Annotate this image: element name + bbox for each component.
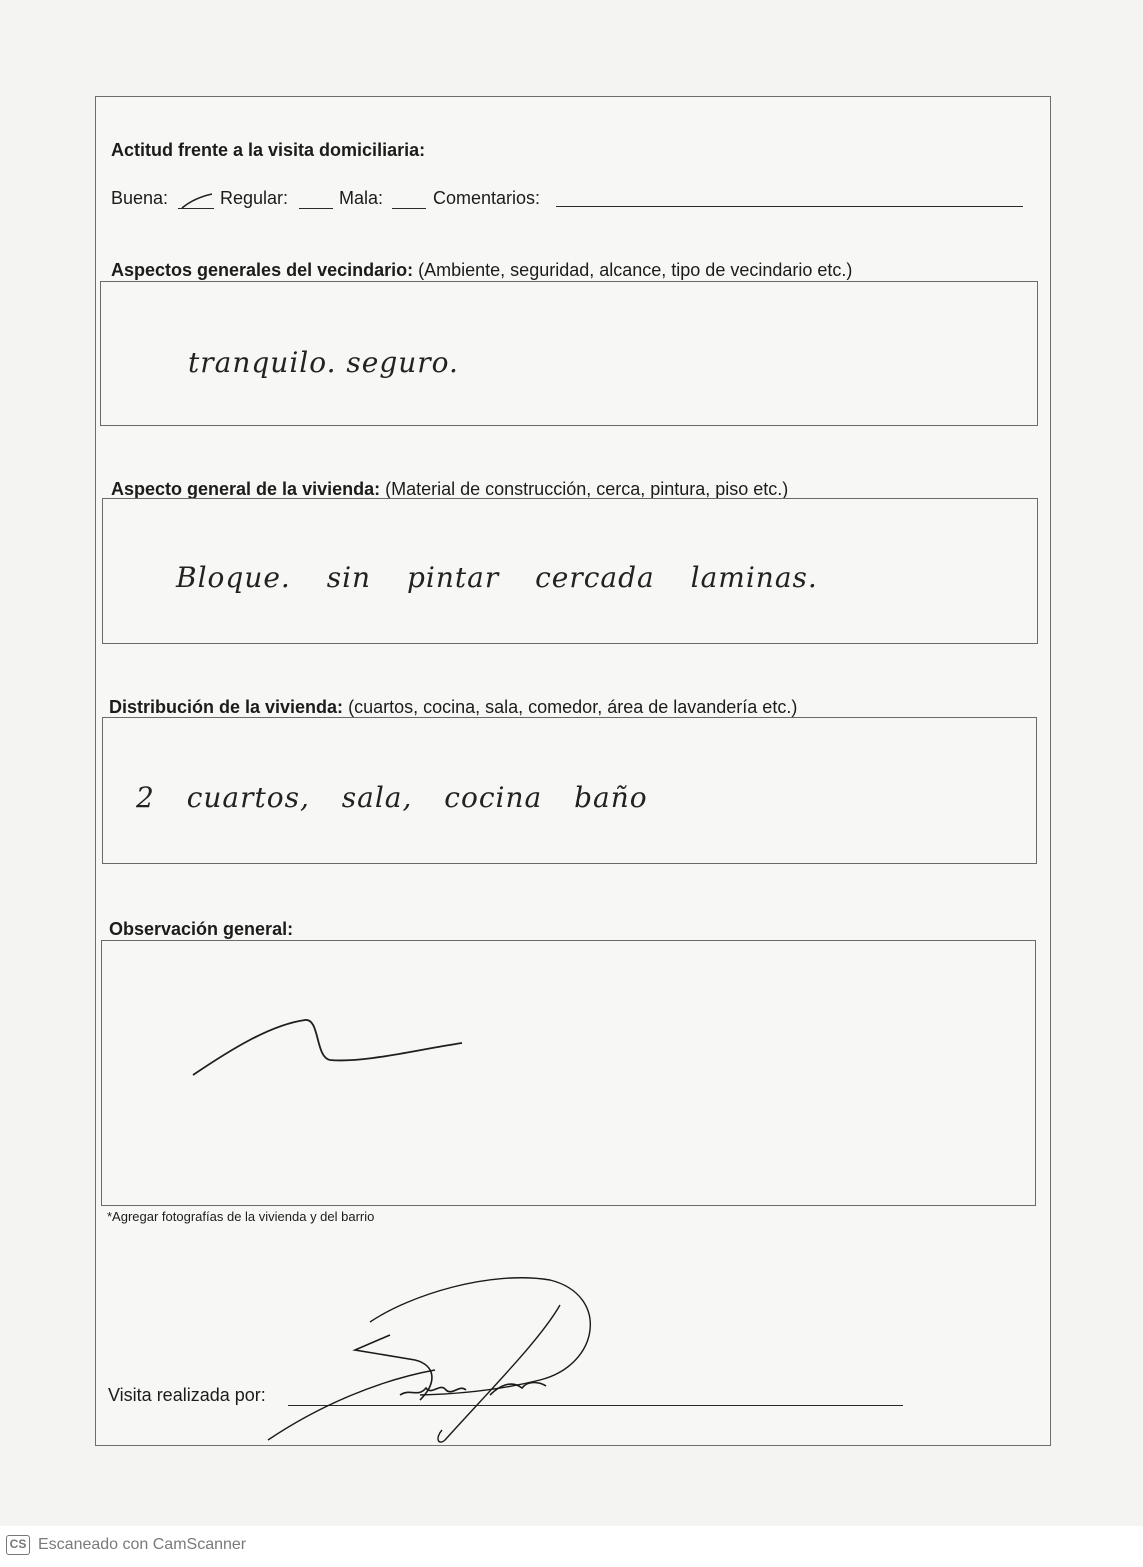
regular-label: Regular: <box>220 188 289 208</box>
distribution-answer: 2 cuartos, sala, cocina baño <box>136 781 648 814</box>
attitude-heading: Actitud frente a la visita domiciliaria: <box>111 140 426 160</box>
scanner-footer-text: Escaneado con CamScanner <box>38 1536 247 1553</box>
scanner-footer <box>0 1526 1143 1567</box>
observation-heading: Observación general: <box>109 919 294 939</box>
bad-blank[interactable] <box>392 208 426 209</box>
bad-label: Mala: <box>339 188 384 208</box>
neighborhood-answer: tranquilo. seguro. <box>188 346 459 379</box>
signature-image <box>260 1270 610 1450</box>
observation-strike-mark <box>190 1015 470 1085</box>
comments-field[interactable] <box>556 206 1023 207</box>
housing-aspect-answer: Bloque. sin pintar cercada laminas. <box>176 561 818 594</box>
comments-label: Comentarios: <box>433 188 541 208</box>
neighborhood-heading: Aspectos generales del vecindario: (Ambiente, seguridad, alcance, tipo de vecindario etc.) <box>111 260 853 280</box>
good-label: Buena: <box>111 188 169 208</box>
photo-note: *Agregar fotografías de la vivienda y del barrio <box>107 1209 375 1224</box>
distribution-heading: Distribución de la vivienda: (cuartos, cocina, sala, comedor, área de lavandería etc.) <box>109 697 798 717</box>
visit-by-label: Visita realizada por: <box>108 1385 266 1405</box>
regular-blank[interactable] <box>299 208 333 209</box>
checkmark-icon <box>180 190 216 210</box>
housing-aspect-heading: Aspecto general de la vivienda: (Material de construcción, cerca, pintura, piso etc.) <box>111 479 789 499</box>
camscanner-logo-icon: CS <box>6 1535 30 1555</box>
